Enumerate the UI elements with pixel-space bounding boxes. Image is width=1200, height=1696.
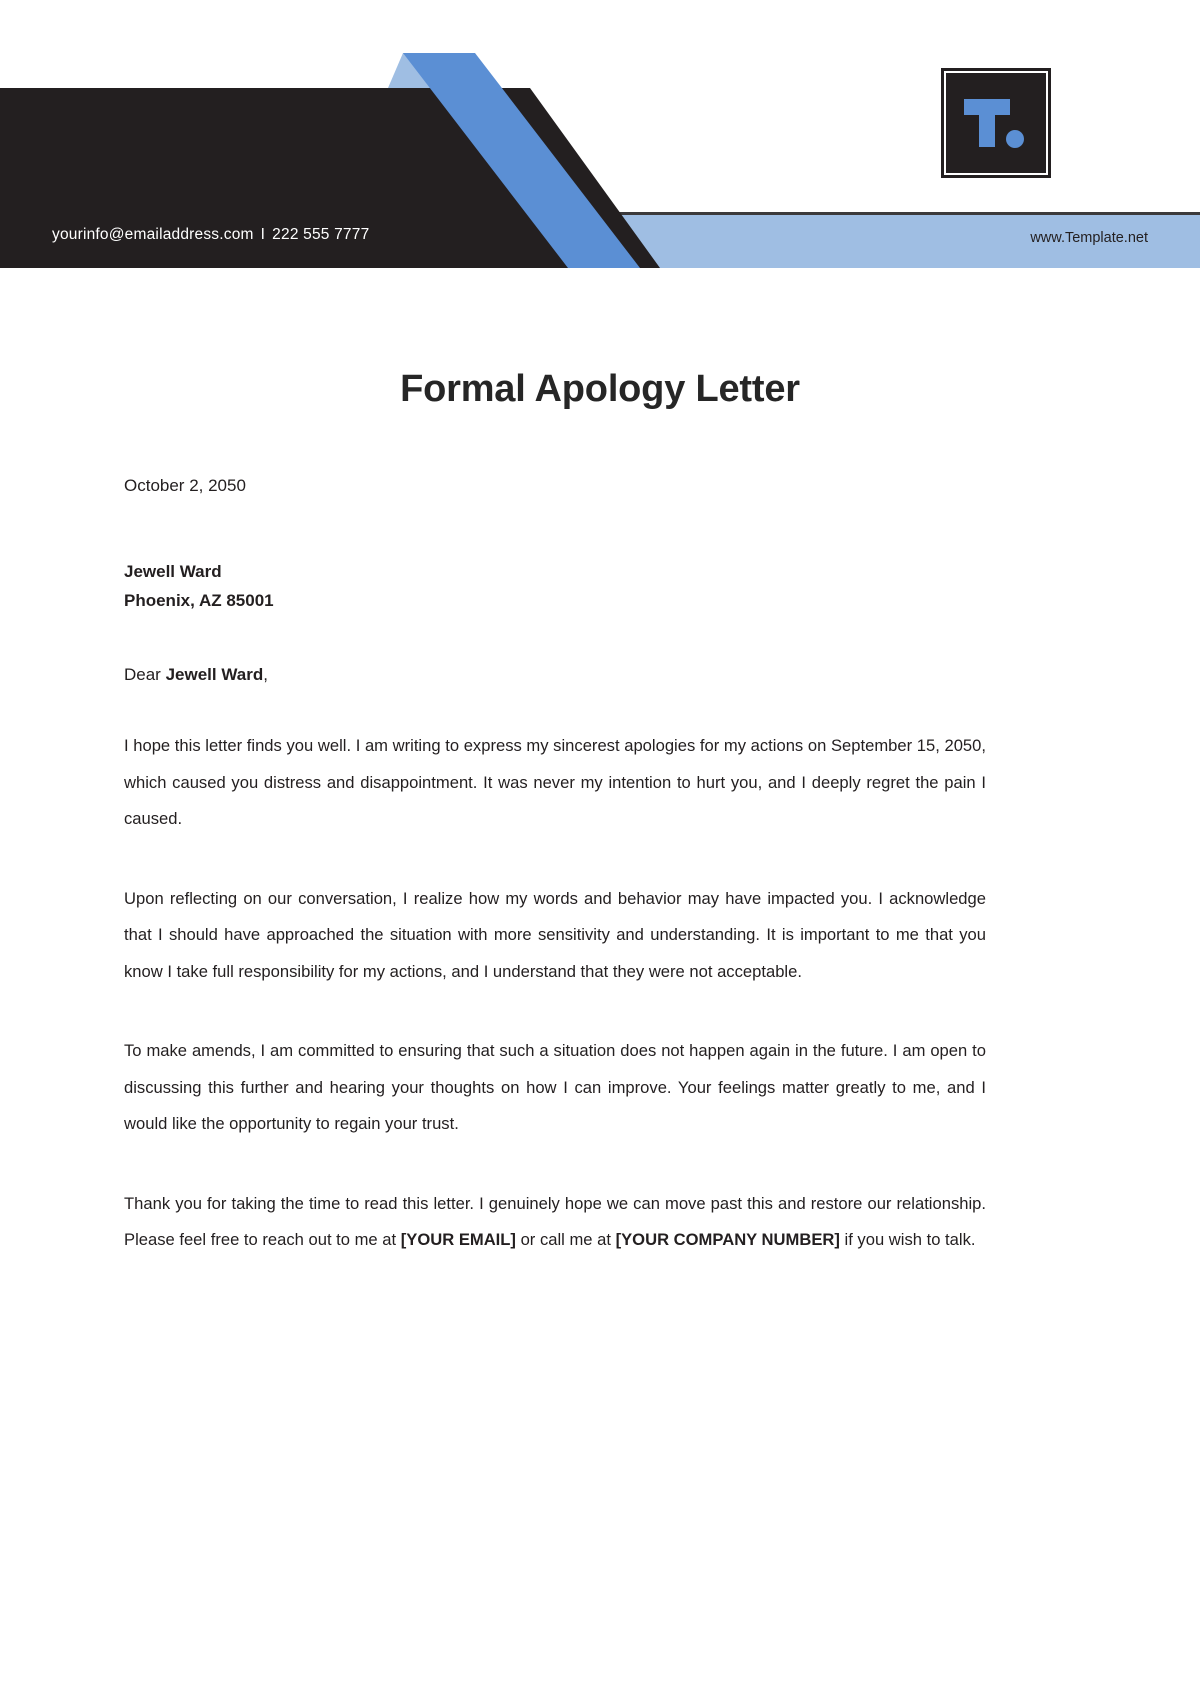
salutation-name: Jewell Ward <box>165 665 264 685</box>
band-top-rule <box>614 212 1200 215</box>
letter-paragraph-2: Upon reflecting on our conversation, I realize how my words and behavior may have impacted you. I acknowledge that I should have approached the situation with more sensitivity and understanding. It is important to me that you know I take full responsibility for my actions, and I understand that they were not acceptable. <box>124 888 986 981</box>
letter-paragraph-4 <box>124 1186 986 1259</box>
placeholder-your-email: [YOUR EMAIL] <box>400 1230 516 1250</box>
paragraph-4-text-part1: Thank you for taking the time to read this letter. I genuinely hope we can move past this and restore our relationship. Please feel free to reach out to me at <box>124 1193 986 1250</box>
salutation-prefix: Dear <box>124 665 166 685</box>
page-title: Formal Apology Letter <box>400 368 800 410</box>
salutation <box>124 665 986 685</box>
logo-t-icon <box>946 73 1046 173</box>
recipient-address: Phoenix, AZ 85001 <box>124 590 274 610</box>
header-contact-info <box>52 226 369 244</box>
placeholder-company-number: [YOUR COMPANY NUMBER] <box>615 1230 840 1250</box>
contact-phone: 222 555 7777 <box>272 226 370 243</box>
letter-body <box>124 474 986 1275</box>
recipient-block <box>124 557 986 615</box>
recipient-name: Jewell Ward <box>124 561 222 581</box>
contact-email: yourinfo@emailaddress.com <box>52 226 254 243</box>
header-website: www.Template.net <box>1030 230 1148 246</box>
page-header <box>0 0 1200 300</box>
letter-paragraph-1: I hope this letter finds you well. I am writing to express my sincerest apologies for my actions on September 15, 2050, which caused you distress and disappointment. It was never my intention to hurt you, and I deeply regret the pain I caused. <box>124 736 986 829</box>
salutation-suffix: , <box>263 665 268 685</box>
letter-paragraph-3: To make amends, I am committed to ensuring that such a situation does not happen again in the future. I am open to discussing this further and hearing your thoughts on how I can improve. Your feelings matter greatly to me, and I would like the opportunity to regain your trust. <box>124 1041 986 1134</box>
contact-separator: I <box>260 226 266 243</box>
letter-date: October 2, 2050 <box>124 476 246 495</box>
logo-inner-frame <box>944 71 1048 175</box>
paragraph-4-text-part2: or call me at <box>515 1230 616 1250</box>
paragraph-4-text-part3: if you wish to talk. <box>839 1230 976 1250</box>
brand-logo <box>941 68 1051 178</box>
